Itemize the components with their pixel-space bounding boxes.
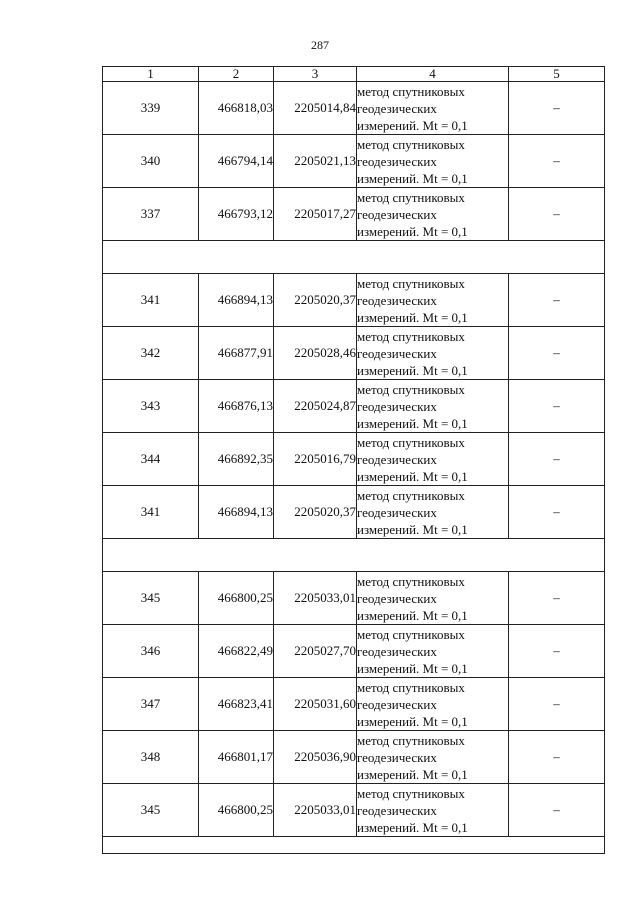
table-row — [103, 188, 605, 241]
method-line: измерений. Mt = 0,1 — [357, 521, 468, 537]
method-description — [357, 188, 509, 241]
x-coordinate: 466794,14 — [199, 135, 274, 188]
y-coordinate: 2205016,79 — [274, 433, 357, 486]
table-row — [103, 327, 605, 380]
point-number: 346 — [103, 625, 199, 678]
y-coordinate: 2205020,37 — [274, 486, 357, 539]
point-number: 348 — [103, 731, 199, 784]
method-description — [357, 486, 509, 539]
method-line: метод спутниковых — [357, 434, 465, 450]
method-line: измерений. Mt = 0,1 — [357, 713, 468, 729]
x-coordinate: 466823,41 — [199, 678, 274, 731]
column-header: 3 — [274, 67, 357, 82]
y-coordinate: 2205021,13 — [274, 135, 357, 188]
table-row — [103, 274, 605, 327]
y-coordinate: 2205027,70 — [274, 625, 357, 678]
y-coordinate: 2205020,37 — [274, 274, 357, 327]
group-separator-row — [103, 241, 605, 258]
method-line: геодезических — [357, 643, 437, 659]
method-line: измерений. Mt = 0,1 — [357, 415, 468, 431]
x-coordinate: 466818,03 — [199, 82, 274, 135]
method-line: геодезических — [357, 696, 437, 712]
point-number: 342 — [103, 327, 199, 380]
method-line: геодезических — [357, 802, 437, 818]
method-line: геодезических — [357, 451, 437, 467]
method-line: метод спутниковых — [357, 189, 465, 205]
note-cell: – — [509, 678, 605, 731]
method-line: измерений. Mt = 0,1 — [357, 468, 468, 484]
note-cell: – — [509, 327, 605, 380]
method-line: измерений. Mt = 0,1 — [357, 660, 468, 676]
method-line: метод спутниковых — [357, 679, 465, 695]
group-separator-row — [103, 539, 605, 556]
note-cell: – — [509, 486, 605, 539]
x-coordinate: 466876,13 — [199, 380, 274, 433]
method-line: метод спутниковых — [357, 785, 465, 801]
y-coordinate: 2205031,60 — [274, 678, 357, 731]
note-cell: – — [509, 572, 605, 625]
method-line: измерений. Mt = 0,1 — [357, 766, 468, 782]
point-number: 343 — [103, 380, 199, 433]
table-row — [103, 135, 605, 188]
table-body — [103, 82, 605, 854]
method-description — [357, 572, 509, 625]
table-row — [103, 433, 605, 486]
note-cell: – — [509, 274, 605, 327]
method-line: геодезических — [357, 590, 437, 606]
method-line: метод спутниковых — [357, 136, 465, 152]
point-number: 344 — [103, 433, 199, 486]
method-description — [357, 678, 509, 731]
point-number: 337 — [103, 188, 199, 241]
table-row — [103, 486, 605, 539]
point-number: 345 — [103, 572, 199, 625]
x-coordinate: 466877,91 — [199, 327, 274, 380]
method-line: геодезических — [357, 206, 437, 222]
y-coordinate: 2205017,27 — [274, 188, 357, 241]
method-line: геодезических — [357, 749, 437, 765]
gap-cell — [103, 257, 605, 274]
method-description — [357, 433, 509, 486]
separator-cell — [103, 241, 605, 258]
note-cell: – — [509, 188, 605, 241]
method-line: измерений. Mt = 0,1 — [357, 117, 468, 133]
x-coordinate: 466801,17 — [199, 731, 274, 784]
table-row — [103, 380, 605, 433]
table-row — [103, 82, 605, 135]
point-number: 341 — [103, 274, 199, 327]
column-header: 5 — [509, 67, 605, 82]
method-line: метод спутниковых — [357, 328, 465, 344]
x-coordinate: 466793,12 — [199, 188, 274, 241]
method-line: геодезических — [357, 292, 437, 308]
gap-cell — [103, 555, 605, 572]
method-line: метод спутниковых — [357, 381, 465, 397]
method-line: геодезических — [357, 345, 437, 361]
page-number: 287 — [311, 38, 329, 52]
point-number: 339 — [103, 82, 199, 135]
note-cell: – — [509, 731, 605, 784]
method-line: геодезических — [357, 398, 437, 414]
method-description — [357, 625, 509, 678]
note-cell: – — [509, 625, 605, 678]
point-number: 340 — [103, 135, 199, 188]
method-line: измерений. Mt = 0,1 — [357, 309, 468, 325]
method-line: метод спутниковых — [357, 487, 465, 503]
table-row — [103, 784, 605, 837]
y-coordinate: 2205033,01 — [274, 572, 357, 625]
point-number: 341 — [103, 486, 199, 539]
separator-cell — [103, 539, 605, 556]
method-line: геодезических — [357, 153, 437, 169]
method-line: метод спутниковых — [357, 83, 465, 99]
method-description — [357, 135, 509, 188]
x-coordinate: 466800,25 — [199, 784, 274, 837]
x-coordinate: 466894,13 — [199, 486, 274, 539]
method-line: метод спутниковых — [357, 275, 465, 291]
note-cell: – — [509, 135, 605, 188]
column-header: 2 — [199, 67, 274, 82]
note-cell: – — [509, 82, 605, 135]
note-cell: – — [509, 784, 605, 837]
method-line: измерений. Mt = 0,1 — [357, 170, 468, 186]
method-line: измерений. Mt = 0,1 — [357, 362, 468, 378]
method-description — [357, 784, 509, 837]
group-gap-row — [103, 555, 605, 572]
method-line: метод спутниковых — [357, 626, 465, 642]
y-coordinate: 2205024,87 — [274, 380, 357, 433]
method-line: измерений. Mt = 0,1 — [357, 223, 468, 239]
table-row — [103, 678, 605, 731]
point-number: 347 — [103, 678, 199, 731]
x-coordinate: 466822,49 — [199, 625, 274, 678]
x-coordinate: 466892,35 — [199, 433, 274, 486]
method-line: метод спутниковых — [357, 732, 465, 748]
group-separator-row — [103, 837, 605, 854]
column-header: 4 — [357, 67, 509, 82]
coordinates-table — [102, 66, 605, 854]
point-number: 345 — [103, 784, 199, 837]
table-row — [103, 572, 605, 625]
y-coordinate: 2205028,46 — [274, 327, 357, 380]
method-description — [357, 380, 509, 433]
method-description — [357, 731, 509, 784]
method-line: геодезических — [357, 504, 437, 520]
y-coordinate: 2205033,01 — [274, 784, 357, 837]
separator-cell — [103, 837, 605, 854]
table-row — [103, 731, 605, 784]
table-row — [103, 625, 605, 678]
x-coordinate: 466800,25 — [199, 572, 274, 625]
method-description — [357, 274, 509, 327]
group-gap-row — [103, 257, 605, 274]
y-coordinate: 2205014,84 — [274, 82, 357, 135]
y-coordinate: 2205036,90 — [274, 731, 357, 784]
method-description — [357, 82, 509, 135]
method-line: измерений. Mt = 0,1 — [357, 607, 468, 623]
column-header: 1 — [103, 67, 199, 82]
table-header-row — [103, 67, 605, 82]
note-cell: – — [509, 433, 605, 486]
method-line: измерений. Mt = 0,1 — [357, 819, 468, 835]
method-line: геодезических — [357, 100, 437, 116]
x-coordinate: 466894,13 — [199, 274, 274, 327]
method-line: метод спутниковых — [357, 573, 465, 589]
note-cell: – — [509, 380, 605, 433]
method-description — [357, 327, 509, 380]
